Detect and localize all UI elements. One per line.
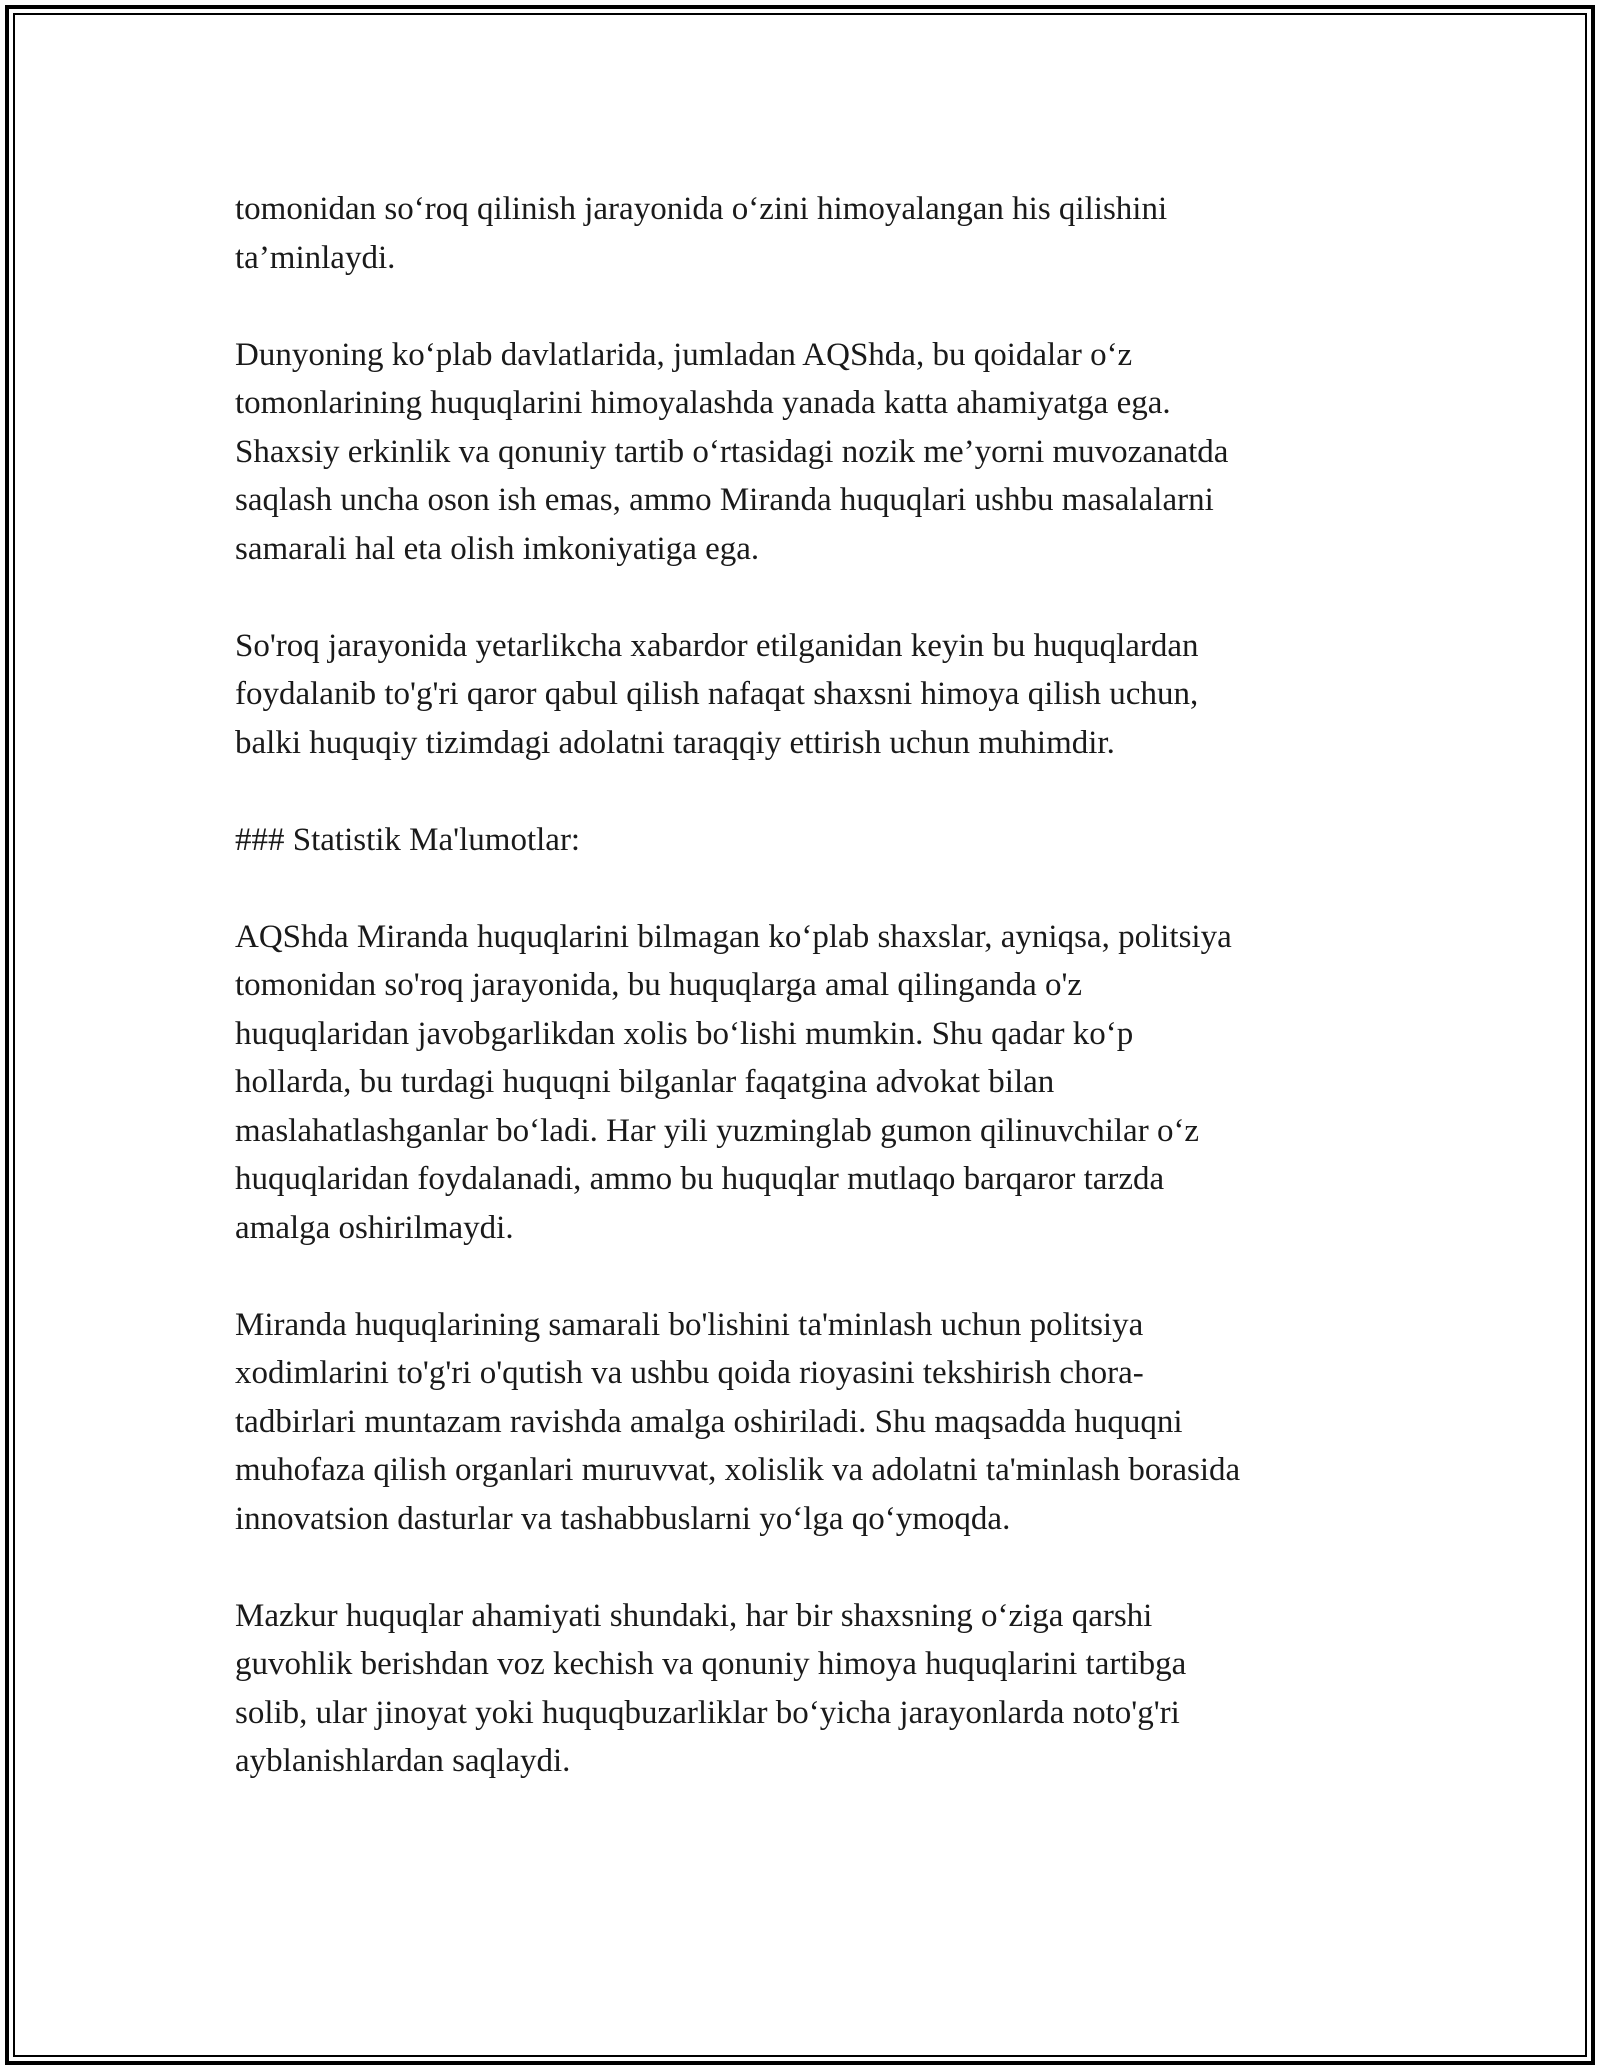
paragraph-continuation xyxy=(235,185,1395,282)
text-line: Shaxsiy erkinlik va qonuniy tartib o‘rtasidagi nozik me’yorni muvozanatda xyxy=(235,433,1229,470)
paragraph-conclusion xyxy=(235,1592,1395,1786)
text-line: muhofaza qilish organlari muruvvat, xolislik va adolatni ta'minlash borasida xyxy=(235,1452,1241,1488)
text-line: ### Statistik Ma'lumotlar: xyxy=(235,821,581,858)
document-body xyxy=(235,185,1395,1834)
text-line: xodimlarini to'g'ri o'qutish va ushbu qoida rioyasini tekshirish chora- xyxy=(235,1355,1144,1391)
text-line: balki huquqiy tizimdagi adolatni taraqqiy ettirish uchun muhimdir. xyxy=(235,724,1115,761)
text-line: Miranda huquqlarining samarali bo'lishini ta'minlash uchun politsiya xyxy=(235,1306,1144,1343)
text-line: AQShda Miranda huquqlarini bilmagan ko‘plab shaxslar, ayniqsa, politsiya xyxy=(235,918,1232,955)
text-line: huquqlaridan foydalanadi, ammo bu huquqlar mutlaqo barqaror tarzda xyxy=(235,1161,1165,1197)
text-line: tomonidan so‘roq qilinish jarayonida o‘zini himoyalangan his qilishini xyxy=(235,191,1168,227)
section-heading-statistics xyxy=(235,816,1395,865)
text-line: tomonlarining huquqlarini himoyalashda yanada katta ahamiyatga ega. xyxy=(235,385,1171,421)
paragraph-usa-rights xyxy=(235,331,1395,574)
text-line: foydalanib to'g'ri qaror qabul qilish nafaqat shaxsni himoya qilish uchun, xyxy=(235,676,1199,712)
text-line: guvohlik berishdan voz kechish va qonuniy himoya huquqlarini tartibga xyxy=(235,1646,1187,1682)
text-line: Mazkur huquqlar ahamiyati shundaki, har bir shaxsning o‘ziga qarshi xyxy=(235,1597,1153,1634)
paragraph-statistics xyxy=(235,913,1395,1253)
text-line: samarali hal eta olish imkoniyatiga ega. xyxy=(235,530,760,567)
text-line: Dunyoning ko‘plab davlatlarida, jumladan AQShda, bu qoidalar o‘z xyxy=(235,336,1133,373)
paragraph-police-training xyxy=(235,1301,1395,1544)
text-line: saqlash uncha oson ish emas, ammo Miranda huquqlari ushbu masalalarni xyxy=(235,482,1214,518)
text-line: tomonidan so'roq jarayonida, bu huquqlarga amal qilinganda o'z xyxy=(235,967,1083,1003)
text-line: So'roq jarayonida yetarlikcha xabardor etilganidan keyin bu huquqlardan xyxy=(235,627,1199,664)
text-line: huquqlaridan javobgarlikdan xolis bo‘lishi mumkin. Shu qadar ko‘p xyxy=(235,1015,1134,1052)
paragraph-interrogation xyxy=(235,622,1395,768)
text-line: tadbirlari muntazam ravishda amalga oshiriladi. Shu maqsadda huquqni xyxy=(235,1403,1183,1440)
text-line: innovatsion dasturlar va tashabbuslarni yo‘lga qo‘ymoqda. xyxy=(235,1500,1011,1537)
text-line: amalga oshirilmaydi. xyxy=(235,1209,514,1246)
text-line: ta’minlaydi. xyxy=(235,239,396,276)
text-line: solib, ular jinoyat yoki huquqbuzarliklar bo‘yicha jarayonlarda noto'g'ri xyxy=(235,1694,1180,1731)
text-line: ayblanishlardan saqlaydi. xyxy=(235,1743,571,1779)
text-line: maslahatlashganlar bo‘ladi. Har yili yuzminglab gumon qilinuvchilar o‘z xyxy=(235,1112,1200,1149)
text-line: hollarda, bu turdagi huquqni bilganlar faqatgina advokat bilan xyxy=(235,1064,1055,1100)
